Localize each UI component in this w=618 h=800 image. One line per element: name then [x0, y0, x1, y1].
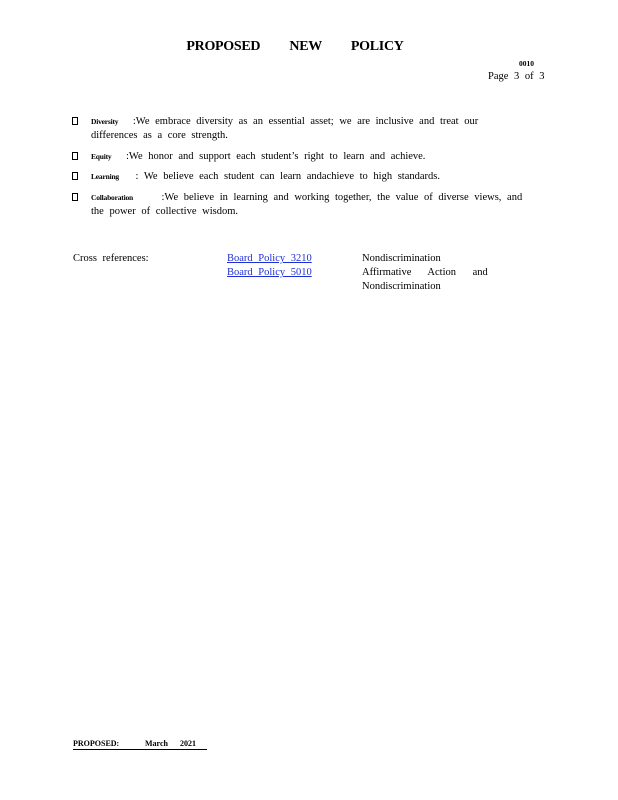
- list-item: [91, 192, 522, 203]
- reference-description: Nondiscrimination: [362, 253, 441, 264]
- cross-references-label: Cross references:: [73, 253, 149, 264]
- board-policy-3210-link[interactable]: Board Policy 3210: [227, 253, 312, 264]
- bullet-icon: [72, 117, 78, 125]
- footer-month: March: [145, 739, 168, 748]
- list-item: [91, 151, 425, 162]
- list-item: [91, 171, 440, 182]
- bullet-icon: [72, 172, 78, 180]
- footer-label: PROPOSED:: [73, 739, 120, 748]
- footer-proposed-date: [73, 739, 207, 750]
- footer-year: 2021: [180, 739, 196, 748]
- policy-code: 0010: [519, 59, 534, 68]
- value-text-continued: differences as a core strength.: [91, 130, 228, 141]
- reference-description: Affirmative Action and: [362, 267, 488, 278]
- value-text: :We believe in learning and working together, the value of diverse views, and: [161, 192, 523, 203]
- value-text: :We honor and support each student’s right to learn and achieve.: [125, 151, 426, 162]
- reference-description-continued: Nondiscrimination: [362, 281, 441, 292]
- page-title: PROPOSED NEW POLICY: [186, 39, 404, 54]
- value-term: Diversity: [91, 117, 119, 126]
- value-text-continued: the power of collective wisdom.: [91, 206, 239, 217]
- value-term: Equity: [91, 152, 112, 161]
- board-policy-5010-link[interactable]: Board Policy 5010: [227, 267, 312, 278]
- bullet-icon: [72, 193, 78, 201]
- list-item: [91, 116, 478, 127]
- bullet-icon: [72, 152, 78, 160]
- value-term: Learning: [91, 172, 119, 181]
- value-term: Collaboration: [91, 193, 133, 202]
- page-number: Page 3 of 3: [488, 71, 545, 82]
- value-text: : We believe each student can learn andachieve to high standards.: [135, 171, 440, 182]
- value-text: :We embrace diversity as an essential asset; we are inclusive and treat our: [132, 116, 479, 127]
